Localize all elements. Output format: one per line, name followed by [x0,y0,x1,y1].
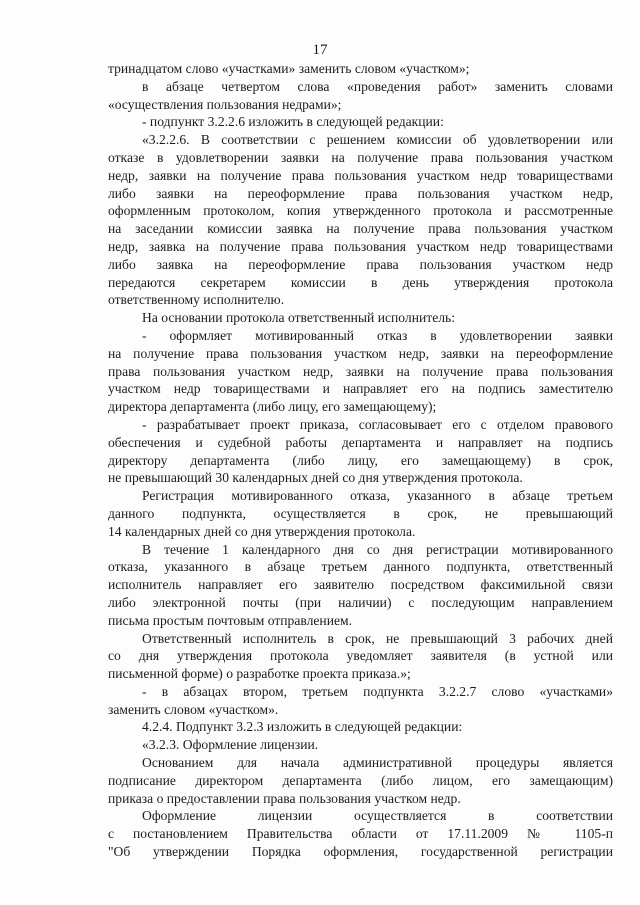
text-line: 4.2.4. Подпункт 3.2.3 изложить в следующей редакции: [142,719,463,735]
text-line: "Об утверждении Порядка оформления, государственной регистрации [108,844,613,860]
text-line: письма простым почтовым отправлением. [108,612,353,628]
text-line: директору департамента (либо лицу, его замещающему) в срок, [108,452,613,468]
text-line: либо заявка на переоформление права пользования участком недр [108,256,613,272]
text-line: заменить словом «участком». [108,701,279,717]
text-line: передаются секретарем комиссии в день утверждения протокола [108,274,613,290]
text-line: исполнитель направляет его заявителю посредством факсимильной связи [108,577,613,593]
text-line: - подпункт 3.2.2.6 изложить в следующей редакции: [142,114,444,130]
text-line: 14 календарных дней со дня утверждения протокола. [108,523,416,539]
text-line: оформленным протоколом, копия утвержденного протокола и рассмотренные [108,203,613,219]
text-line: приказа о предоставлении права пользования участком недр. [108,790,461,806]
text-line: участком недр товариществами и направляет его на подпись заместителю [108,381,613,397]
text-line: подписание директором департамента (либо лицом, его замещающим) [108,772,613,788]
text-line: Ответственный исполнитель в срок, не превышающий 3 рабочих дней [142,630,613,646]
text-line: отказа, указанного в абзаце третьем данного подпункта, ответственный [108,559,613,575]
text-line: Регистрация мотивированного отказа, указанного в абзаце третьем [142,488,613,504]
text-line: на заседании комиссии заявка на получение права пользования участком [108,221,613,237]
text-line: либо заявки на переоформление права пользования участком недр, [108,185,613,201]
text-line: - оформляет мотивированный отказ в удовлетворении заявки [142,327,613,343]
text-line: письменной форме) о разработке проекта приказа.»; [108,666,411,682]
text-line: На основании протокола ответственный исполнитель: [142,310,455,326]
text-line: «3.2.2.6. В соответствии с решением комиссии об удовлетворении или [142,132,613,148]
text-line: Основанием для начала административной процедуры является [142,755,613,771]
text-line: данного подпункта, осуществляется в срок, не превышающий [108,505,613,521]
text-line: «3.2.3. Оформление лицензии. [142,737,319,753]
text-line: тринадцатом слово «участками» заменить словом «участком»; [108,61,470,76]
text-line: недр, заявка на получение права пользования участком недр товариществами [108,238,613,254]
document-body [108,60,613,861]
text-line: - разрабатывает проект приказа, согласовывает его с отделом правового [142,416,613,432]
text-line: В течение 1 календарного дня со дня регистрации мотивированного [142,541,613,557]
text-line: либо электронной почты (при наличии) с последующим направлением [108,594,613,610]
text-line: в абзаце четвертом слова «проведения работ» заменить словами [142,78,613,94]
text-line: «осуществления пользования недрами»; [108,96,342,112]
text-line: обеспечения и судебной работы департамента и направляет на подпись [108,434,613,450]
text-line: на получение права пользования участком недр, заявки на переоформление [108,345,613,361]
text-line: недр, заявки на получение права пользования участком недр товариществами [108,167,613,183]
page-number: 17 [312,42,328,58]
text-line: права пользования участком недр, заявки на получение права пользования [108,363,613,379]
text-line: с постановлением Правительства области от 17.11.2009 № 1105-п [108,826,613,842]
text-line: не превышающий 30 календарных дней со дня утверждения протокола. [108,470,523,486]
text-line: - в абзацах втором, третьем подпункта 3.2.2.7 слово «участками» [142,683,613,699]
text-line: ответственному исполнителю. [108,292,285,308]
text-line: со дня утверждения протокола уведомляет заявителя (в устной или [108,648,613,664]
text-line: директора департамента (либо лицу, его замещающему); [108,399,437,415]
text-line: Оформление лицензии осуществляется в соответствии [142,808,613,824]
text-line: отказе в удовлетворении заявки на получение права пользования участком [108,149,613,165]
